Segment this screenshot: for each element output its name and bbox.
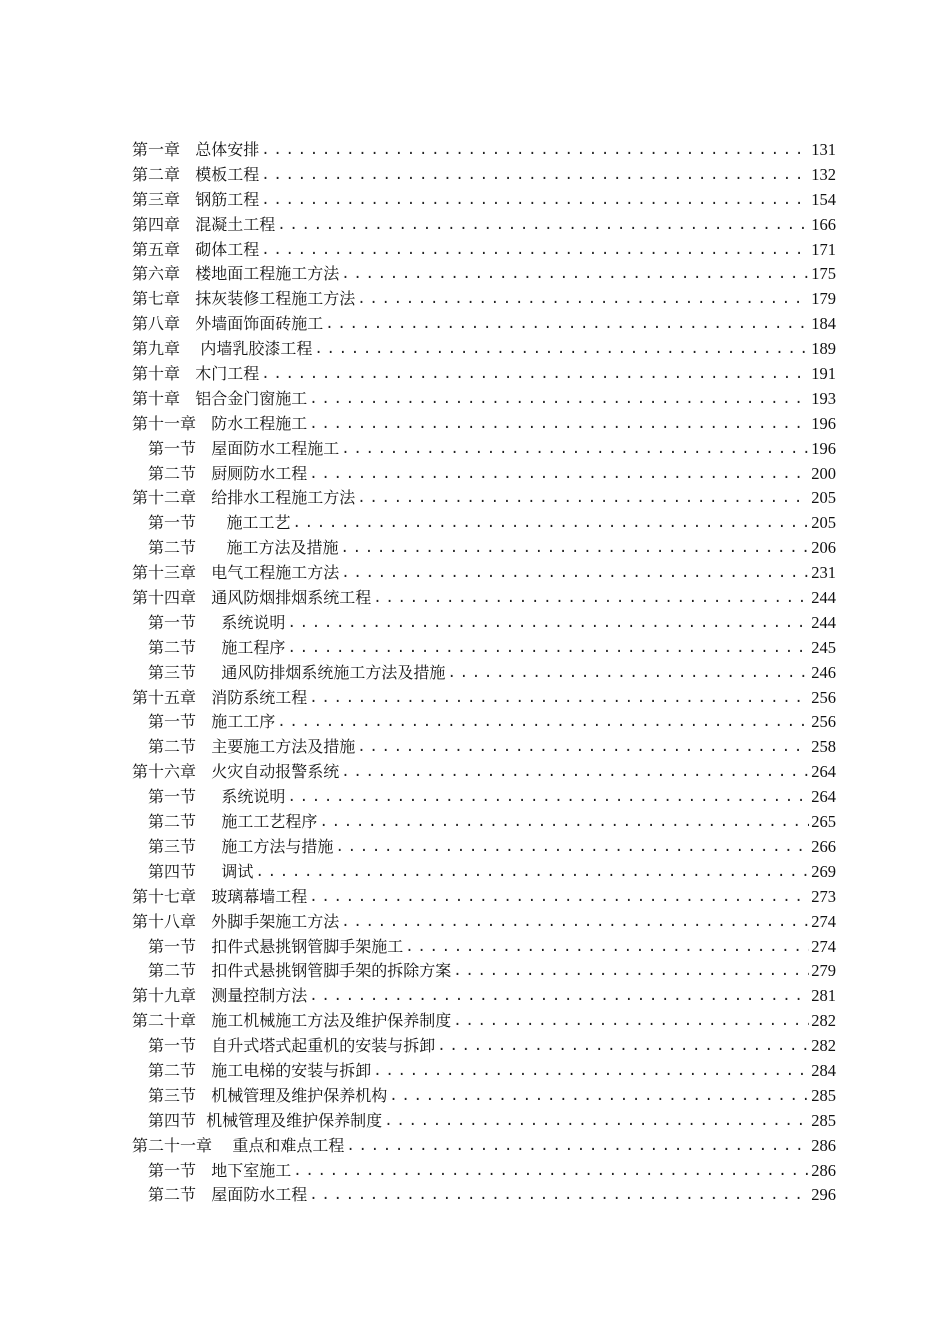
- toc-page-number: 284: [811, 1060, 836, 1080]
- toc-entry-title: 第一节 地下室施工: [148, 1160, 292, 1180]
- toc-section-entry[interactable]: [132, 735, 836, 760]
- dot-leader: [309, 411, 809, 437]
- toc-page-number: 205: [811, 488, 836, 508]
- toc-entry-title: 第八章 外墙面饰面砖施工: [132, 314, 324, 334]
- toc-section-entry[interactable]: [132, 511, 836, 536]
- toc-entry-title: 第二节 施工工艺程序: [148, 812, 318, 832]
- toc-page-number: 175: [811, 264, 836, 284]
- toc-entry-title: 第一节 系统说明: [148, 612, 286, 632]
- toc-entry-title: 第四节 机械管理及维护保养制度: [148, 1110, 383, 1130]
- toc-page-number: 266: [811, 836, 836, 856]
- toc-entry-title: 第四节 调试: [148, 861, 254, 881]
- toc-chapter-entry[interactable]: [132, 561, 836, 586]
- toc-section-entry[interactable]: [132, 785, 836, 810]
- toc-section-entry[interactable]: [132, 810, 836, 835]
- toc-section-entry[interactable]: [132, 1084, 836, 1109]
- dot-leader: [405, 934, 809, 960]
- toc-entry-title: 第一节 自升式塔式起重机的安装与拆卸: [148, 1036, 436, 1056]
- toc-page-number: 281: [811, 986, 836, 1006]
- toc-page-number: 245: [811, 637, 836, 657]
- toc-section-entry[interactable]: [132, 462, 836, 487]
- toc-section-entry[interactable]: [132, 437, 836, 462]
- toc-chapter-entry[interactable]: [132, 287, 836, 312]
- toc-entry-title: 第一节 系统说明: [148, 787, 286, 807]
- toc-entry-title: 第九章 内墙乳胶漆工程: [132, 339, 313, 359]
- toc-entry-title: 第十六章 火灾自动报警系统: [132, 762, 340, 782]
- toc-section-entry[interactable]: [132, 536, 836, 561]
- toc-entry-title: 第七章 抹灰装修工程施工方法: [132, 289, 356, 309]
- toc-page-number: 189: [811, 339, 836, 359]
- toc-chapter-entry[interactable]: [132, 910, 836, 935]
- toc-entry-title: 第一节 扣件式悬挑钢管脚手架施工: [148, 936, 404, 956]
- toc-section-entry[interactable]: [132, 1183, 836, 1208]
- toc-section-entry[interactable]: [132, 860, 836, 885]
- toc-page-number: 279: [811, 961, 836, 981]
- toc-entry-title: 第二十章 施工机械施工方法及维护保养制度: [132, 1011, 452, 1031]
- toc-page-number: 285: [811, 1110, 836, 1130]
- toc-section-entry[interactable]: [132, 661, 836, 686]
- dot-leader: [325, 311, 809, 337]
- toc-chapter-entry[interactable]: [132, 213, 836, 238]
- dot-leader: [309, 1182, 809, 1208]
- toc-page-number: 274: [811, 911, 836, 931]
- dot-leader: [437, 1033, 809, 1059]
- dot-leader: [319, 809, 809, 835]
- toc-page-number: 131: [811, 140, 836, 159]
- dot-leader: [357, 485, 809, 511]
- toc-entry-title: 第二节 扣件式悬挑钢管脚手架的拆除方案: [148, 961, 452, 981]
- dot-leader: [341, 535, 810, 561]
- toc-page-number: 191: [811, 364, 836, 384]
- dot-leader: [293, 1158, 809, 1184]
- dot-leader: [447, 660, 809, 686]
- toc-chapter-entry[interactable]: [132, 586, 836, 611]
- dot-leader: [341, 436, 809, 462]
- toc-chapter-entry[interactable]: [132, 362, 836, 387]
- toc-chapter-entry[interactable]: [132, 984, 836, 1009]
- toc-entry-title: 第二节 施工电梯的安装与拆卸: [148, 1060, 372, 1080]
- dot-leader: [261, 187, 809, 213]
- toc-page-number: 246: [811, 662, 836, 682]
- toc-page-number: 285: [811, 1085, 836, 1105]
- toc-page-number: 286: [811, 1160, 836, 1180]
- toc-page-number: 205: [811, 513, 836, 533]
- dot-leader: [341, 560, 809, 586]
- toc-section-entry[interactable]: [132, 1109, 836, 1134]
- dot-leader: [309, 884, 809, 910]
- toc-chapter-entry[interactable]: [132, 312, 836, 337]
- toc-page-number: 286: [811, 1135, 836, 1155]
- dot-leader: [373, 585, 809, 611]
- dot-leader: [335, 834, 809, 860]
- dot-leader: [309, 386, 809, 412]
- toc-entry-title: 第二节 厨厕防水工程: [148, 463, 308, 483]
- toc-entry-title: 第十章 木门工程: [132, 364, 260, 384]
- toc-page-number: 258: [811, 737, 836, 757]
- toc-chapter-entry[interactable]: [132, 337, 836, 362]
- toc-page-number: 264: [811, 787, 836, 807]
- toc-chapter-entry[interactable]: [132, 262, 836, 287]
- dot-leader: [287, 635, 809, 661]
- dot-leader: [287, 784, 809, 810]
- toc-page-number: 200: [811, 463, 836, 483]
- dot-leader: [389, 1083, 809, 1109]
- table-of-contents: [132, 138, 836, 1208]
- toc-entry-title: 第十九章 测量控制方法: [132, 986, 308, 1006]
- toc-entry-title: 第五章 砌体工程: [132, 239, 260, 259]
- dot-leader: [346, 1133, 809, 1159]
- toc-entry-title: 第十八章 外脚手架施工方法: [132, 911, 340, 931]
- toc-entry-title: 第一节 屋面防水工程施工: [148, 438, 340, 458]
- toc-page-number: 206: [811, 538, 836, 558]
- toc-chapter-entry[interactable]: [132, 138, 836, 163]
- dot-leader: [309, 983, 809, 1009]
- toc-section-entry[interactable]: [132, 835, 836, 860]
- toc-entry-title: 第十五章 消防系统工程: [132, 687, 308, 707]
- toc-page-number: 296: [811, 1185, 836, 1205]
- toc-page-number: 179: [811, 289, 836, 309]
- toc-section-entry[interactable]: [132, 1159, 836, 1184]
- toc-page-number: 256: [811, 687, 836, 707]
- toc-page-number: 196: [811, 413, 836, 433]
- toc-chapter-entry[interactable]: [132, 238, 836, 263]
- dot-leader: [261, 162, 809, 188]
- toc-chapter-entry[interactable]: [132, 1009, 836, 1034]
- toc-entry-title: 第十一章 防水工程施工: [132, 413, 308, 433]
- toc-section-entry[interactable]: [132, 710, 836, 735]
- toc-page-number: 193: [811, 388, 836, 408]
- toc-page-number: 184: [811, 314, 836, 334]
- toc-page-number: 274: [811, 936, 836, 956]
- toc-entry-title: 第十二章 给排水工程施工方法: [132, 488, 356, 508]
- toc-entry-title: 第三节 通风防排烟系统施工方法及措施: [148, 662, 446, 682]
- toc-entry-title: 第二十一章 重点和难点工程: [132, 1135, 345, 1155]
- toc-chapter-entry[interactable]: [132, 885, 836, 910]
- toc-page-number: 166: [811, 214, 836, 234]
- toc-entry-title: 第十七章 玻璃幕墙工程: [132, 886, 308, 906]
- toc-chapter-entry[interactable]: [132, 387, 836, 412]
- dot-leader: [277, 212, 809, 238]
- toc-section-entry[interactable]: [132, 959, 836, 984]
- toc-section-entry[interactable]: [132, 935, 836, 960]
- dot-leader: [293, 510, 810, 536]
- dot-leader: [255, 859, 809, 885]
- dot-leader: [261, 137, 809, 163]
- toc-entry-title: 第一章 总体安排: [132, 140, 260, 159]
- toc-page-number: 264: [811, 762, 836, 782]
- toc-entry-title: 第三节 施工方法与措施: [148, 836, 334, 856]
- toc-entry-title: 第十三章 电气工程施工方法: [132, 563, 340, 583]
- dot-leader: [341, 759, 809, 785]
- toc-page-number: 244: [811, 612, 836, 632]
- dot-leader: [277, 709, 809, 735]
- toc-chapter-entry[interactable]: [132, 486, 836, 511]
- dot-leader: [309, 461, 809, 487]
- toc-page-number: 132: [811, 164, 836, 184]
- dot-leader: [341, 909, 809, 935]
- toc-page-number: 171: [811, 239, 836, 259]
- toc-entry-title: 第六章 楼地面工程施工方法: [132, 264, 340, 284]
- dot-leader: [453, 958, 809, 984]
- toc-page-number: 273: [811, 886, 836, 906]
- toc-entry-title: 第二节 施工程序: [148, 637, 286, 657]
- dot-leader: [314, 336, 809, 362]
- toc-entry-title: 第三节 机械管理及维护保养机构: [148, 1085, 388, 1105]
- toc-entry-title: 第二章 模板工程: [132, 164, 260, 184]
- toc-chapter-entry[interactable]: [132, 686, 836, 711]
- toc-entry-title: 第一节 施工工序: [148, 712, 276, 732]
- dot-leader: [287, 610, 809, 636]
- toc-entry-title: 第一节 施工工艺: [148, 513, 291, 533]
- dot-leader: [261, 361, 809, 387]
- toc-section-entry[interactable]: [132, 1059, 836, 1084]
- toc-page-number: 244: [811, 588, 836, 608]
- dot-leader: [341, 261, 809, 287]
- toc-chapter-entry[interactable]: [132, 163, 836, 188]
- toc-page-number: 196: [811, 438, 836, 458]
- toc-entry-title: 第二节 施工方法及措施: [148, 538, 339, 558]
- dot-leader: [357, 734, 809, 760]
- toc-section-entry[interactable]: [132, 1034, 836, 1059]
- toc-page-number: 269: [811, 861, 836, 881]
- toc-chapter-entry[interactable]: [132, 760, 836, 785]
- toc-page-number: 231: [811, 563, 836, 583]
- toc-section-entry[interactable]: [132, 636, 836, 661]
- toc-entry-title: 第二节 屋面防水工程: [148, 1185, 308, 1205]
- toc-section-entry[interactable]: [132, 611, 836, 636]
- toc-page-number: 265: [811, 812, 836, 832]
- toc-entry-title: 第二节 主要施工方法及措施: [148, 737, 356, 757]
- dot-leader: [261, 237, 809, 263]
- toc-entry-title: 第十章 铝合金门窗施工: [132, 388, 308, 408]
- toc-page-number: 154: [811, 189, 836, 209]
- toc-entry-title: 第三章 钢筋工程: [132, 189, 260, 209]
- toc-page-number: 282: [811, 1011, 836, 1031]
- toc-page-number: 282: [811, 1036, 836, 1056]
- toc-chapter-entry[interactable]: [132, 412, 836, 437]
- toc-page-number: 256: [811, 712, 836, 732]
- dot-leader: [453, 1008, 809, 1034]
- dot-leader: [309, 685, 809, 711]
- toc-chapter-entry[interactable]: [132, 1134, 836, 1159]
- dot-leader: [373, 1058, 809, 1084]
- dot-leader: [384, 1108, 809, 1134]
- dot-leader: [357, 286, 809, 312]
- toc-entry-title: 第十四章 通风防烟排烟系统工程: [132, 588, 372, 608]
- toc-chapter-entry[interactable]: [132, 188, 836, 213]
- toc-entry-title: 第四章 混凝土工程: [132, 214, 276, 234]
